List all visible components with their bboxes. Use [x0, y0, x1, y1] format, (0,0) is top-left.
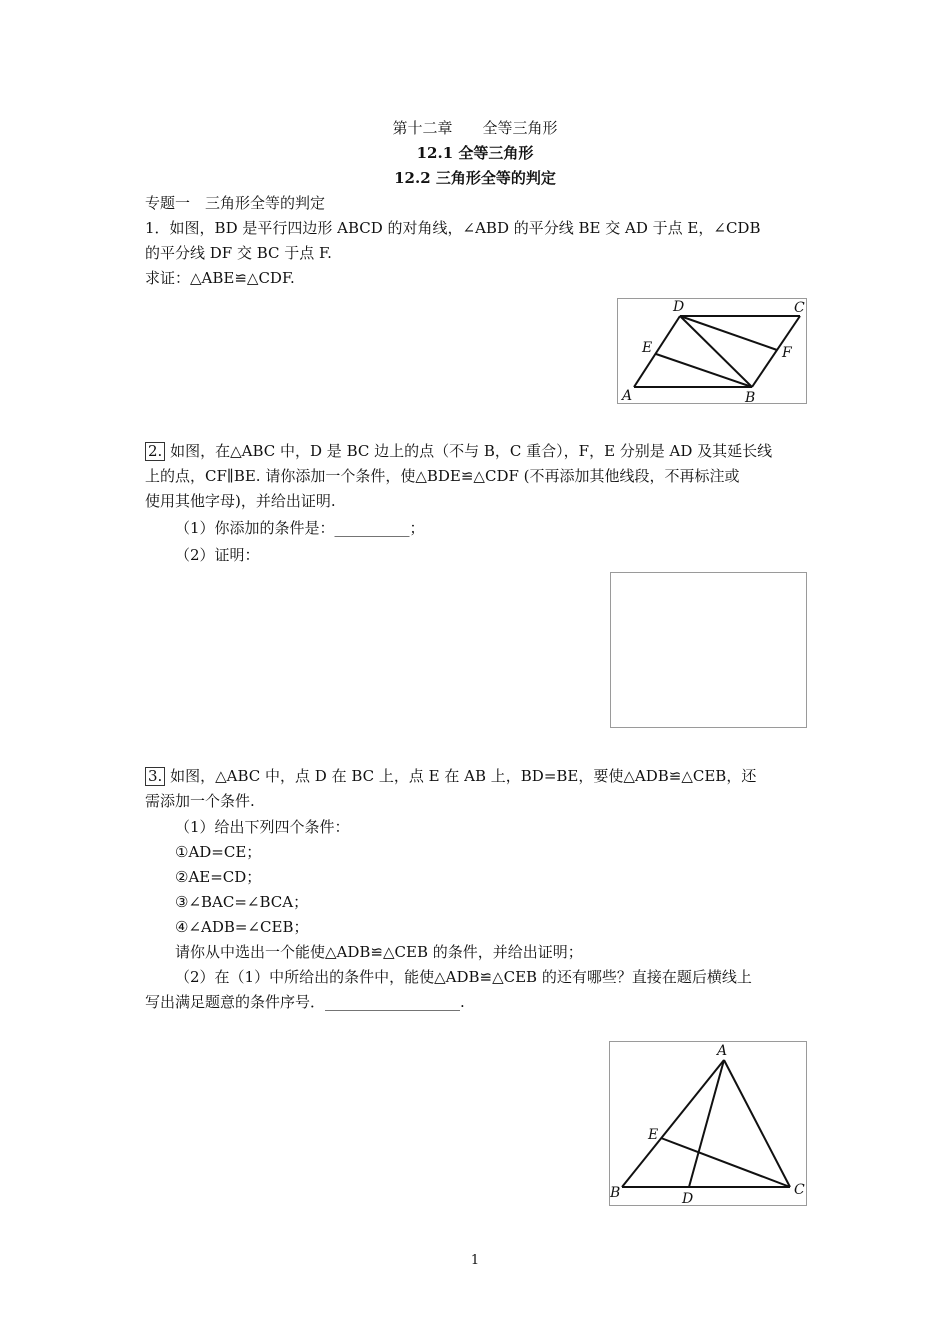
q2-line2: 上的点，CF∥BE. 请你添加一个条件，使△BDE≌△CDF (不再添加其他线段，不再标注或: [145, 467, 740, 485]
q1-line3: 求证：△ABE≌△CDF.: [145, 269, 295, 287]
label-C: C: [794, 1182, 805, 1198]
q3-option-4: ④∠ADB=∠CEB；: [175, 918, 309, 936]
q3-text1: 如图，△ABC 中，点 D 在 BC 上，点 E 在 AB 上，BD=BE，要使△ADB≌△CEB，还: [170, 767, 757, 785]
label-B: B: [610, 1185, 621, 1201]
q3-figure: [609, 1041, 807, 1206]
chapter-title: 第十二章 全等三角形: [392, 119, 558, 137]
label-A: A: [622, 388, 633, 403]
q2-number: 2.: [145, 442, 165, 461]
q2-line1: [145, 441, 772, 461]
label-A: A: [717, 1043, 728, 1059]
q3-option-2: ②AE=CD；: [175, 868, 262, 886]
triangle-lines: [622, 1060, 790, 1187]
q3-option-3: ③∠BAC=∠BCA；: [175, 893, 309, 911]
q3-number: 3.: [145, 767, 165, 786]
q3-part1: （1）给出下列四个条件：: [175, 818, 350, 836]
label-E: E: [648, 1127, 659, 1143]
label-F: F: [782, 345, 792, 361]
section-title-1: 12.1 全等三角形: [416, 144, 534, 162]
q3-part2-line2: 写出满足题意的条件序号．__________________.: [145, 993, 465, 1011]
label-C: C: [794, 300, 805, 316]
q2-line3: 使用其他字母)，并给出证明.: [145, 492, 336, 510]
section-title-2: 12.2 三角形全等的判定: [394, 169, 556, 187]
q3-part2-line1: （2）在（1）中所给出的条件中，能使△ADB≌△CEB 的还有哪些？直接在题后横线上: [175, 968, 752, 986]
q3-instruction: 请你从中选出一个能使△ADB≌△CEB 的条件，并给出证明；: [175, 943, 583, 961]
q1-figure: [617, 298, 807, 404]
label-D: D: [673, 299, 685, 315]
q2-text1: 如图，在△ABC 中，D 是 BC 边上的点（不与 B，C 重合），F，E 分别是 AD 及其延长线: [170, 442, 773, 460]
q3-line2: 需添加一个条件.: [145, 792, 255, 810]
label-D: D: [682, 1191, 694, 1205]
parallelogram-lines: [634, 316, 800, 387]
q3-line1: [145, 766, 756, 786]
page-number: 1: [470, 1253, 480, 1268]
q1-line1: 1．如图，BD 是平行四边形 ABCD 的对角线，∠ABD 的平分线 BE 交 AD 于点 E，∠CDB: [145, 219, 761, 237]
q2-part1: （1）你添加的条件是：__________；: [175, 519, 425, 537]
q2-figure-placeholder: [610, 572, 807, 728]
q1-line2: 的平分线 DF 交 BC 于点 F.: [145, 244, 332, 262]
topic-heading: 专题一 三角形全等的判定: [145, 194, 326, 212]
label-B: B: [745, 390, 756, 403]
q3-option-1: ①AD=CE；: [175, 843, 262, 861]
q2-part2: （2）证明：: [175, 546, 260, 564]
label-E: E: [642, 340, 653, 356]
